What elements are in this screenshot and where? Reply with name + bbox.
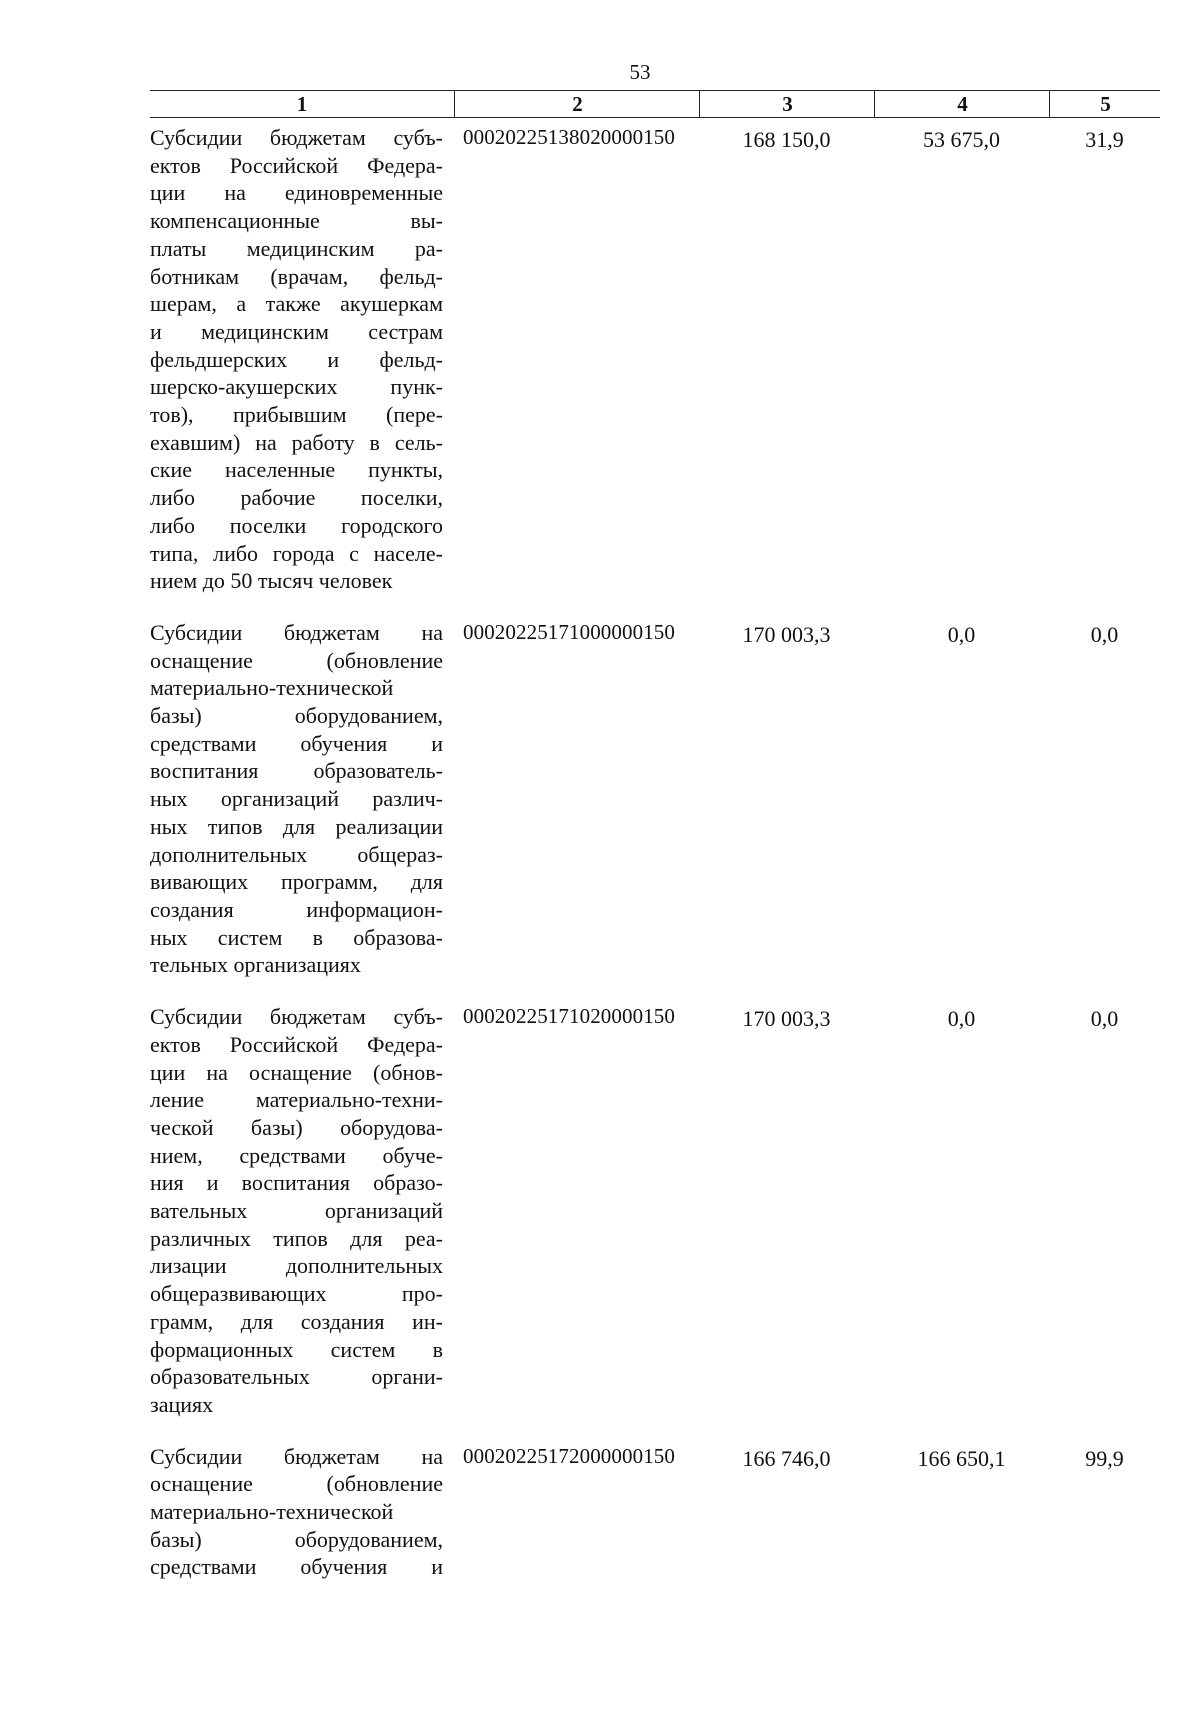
description-line: воспитания образователь- (150, 758, 443, 784)
budget-code: 00020225171020000150 (463, 1004, 675, 1029)
budget-code: 00020225171000000150 (463, 619, 675, 644)
description-line: вивающих программ, для (150, 869, 443, 895)
table-row (150, 619, 1160, 979)
description-line: базы) оборудованием, (150, 1526, 443, 1552)
table-row (150, 124, 1160, 595)
row-description (150, 1443, 443, 1582)
table-header-row (150, 90, 1160, 118)
description-line: и медицинским сестрам (150, 318, 443, 344)
value-col5: 31,9 (1085, 127, 1124, 152)
value-col3: 170 003,3 (742, 621, 831, 647)
description-line: либо поселки городского (150, 512, 443, 538)
value-col3: 166 746,0 (742, 1445, 831, 1471)
description-line: грамм, для создания ин- (150, 1308, 443, 1334)
value-col5: 0,0 (1090, 1006, 1119, 1032)
description-line: фельдшерских и фельд- (150, 346, 443, 372)
column-header-4: 4 (874, 91, 1050, 117)
description-line: средствами обучения и (150, 730, 443, 756)
description-line: либо рабочие поселки, (150, 485, 443, 511)
column-header-3: 3 (699, 91, 875, 117)
table-row (150, 1443, 1160, 1582)
row-description (150, 124, 443, 595)
description-line: формационных систем в (150, 1336, 443, 1362)
description-line: компенсационные вы- (150, 208, 443, 234)
description-line: материально-технической (150, 1499, 394, 1525)
budget-code: 00020225172000000150 (463, 1443, 675, 1468)
description-line: Субсидии бюджетам субъ- (150, 1004, 443, 1030)
description-line: Субсидии бюджетам на (150, 1443, 443, 1469)
value-col3: 168 150,0 (742, 127, 831, 152)
description-line: различных типов для реа- (150, 1225, 443, 1251)
value-col3: 170 003,3 (742, 1006, 831, 1032)
description-line: ботникам (врачам, фельд- (150, 263, 443, 289)
description-line: ных систем в образова- (150, 924, 443, 950)
description-line: ных типов для реализации (150, 813, 443, 839)
description-line: ции на единовременные (150, 180, 443, 206)
description-line: дополнительных общераз- (150, 841, 443, 867)
value-col5: 99,9 (1085, 1445, 1124, 1471)
description-line: шерам, а также акушеркам (150, 291, 443, 317)
value-col5: 0,0 (1090, 621, 1119, 647)
description-line: ния и воспитания образо- (150, 1170, 443, 1196)
description-line: оснащение (обновление (150, 647, 443, 673)
description-line: базы) оборудованием, (150, 703, 443, 729)
row-description (150, 619, 443, 979)
description-line: лизации дополнительных (150, 1253, 443, 1279)
description-line: ных организаций различ- (150, 786, 443, 812)
description-line: ехавшим) на работу в сель- (150, 429, 443, 455)
column-header-2: 2 (454, 91, 700, 117)
description-line: оснащение (обновление (150, 1471, 443, 1497)
budget-code: 00020225138020000150 (463, 125, 675, 149)
description-line: тов), прибывшим (пере- (150, 402, 443, 428)
description-line: ции на оснащение (обнов- (150, 1059, 443, 1085)
description-line: тельных организациях (150, 952, 361, 978)
description-line: типа, либо города с населе- (150, 540, 443, 566)
description-line: ектов Российской Федера- (150, 1031, 443, 1057)
page-number: 53 (629, 60, 651, 84)
description-line: нием до 50 тысяч человек (150, 568, 393, 594)
description-line: ление материально-техни- (150, 1087, 443, 1113)
description-line: ские населенные пункты, (150, 457, 443, 483)
column-header-5: 5 (1049, 91, 1161, 117)
value-col4: 0,0 (947, 621, 976, 647)
table-body (150, 124, 1160, 1581)
description-line: ческой базы) оборудова- (150, 1114, 443, 1140)
description-line: создания информацион- (150, 896, 443, 922)
table-row (150, 1003, 1160, 1419)
description-line: нием, средствами обуче- (150, 1142, 443, 1168)
description-line: Субсидии бюджетам субъ- (150, 125, 443, 150)
description-line: вательных организаций (150, 1198, 443, 1224)
description-line: образовательных органи- (150, 1364, 443, 1390)
description-line: ектов Российской Федера- (150, 152, 443, 178)
description-line: общеразвивающих про- (150, 1281, 443, 1307)
column-header-1: 1 (296, 92, 308, 116)
value-col4: 53 675,0 (923, 127, 1000, 152)
row-description (150, 1003, 443, 1419)
description-line: материально-технической (150, 675, 394, 701)
value-col4: 0,0 (947, 1006, 976, 1032)
description-line: платы медицинским ра- (150, 235, 443, 261)
description-line: средствами обучения и (150, 1554, 443, 1580)
value-col4: 166 650,1 (917, 1445, 1006, 1471)
description-line: Субсидии бюджетам на (150, 619, 443, 645)
description-line: зациях (150, 1391, 214, 1417)
budget-table (150, 90, 1160, 1581)
description-line: шерско-акушерских пунк- (150, 374, 443, 400)
